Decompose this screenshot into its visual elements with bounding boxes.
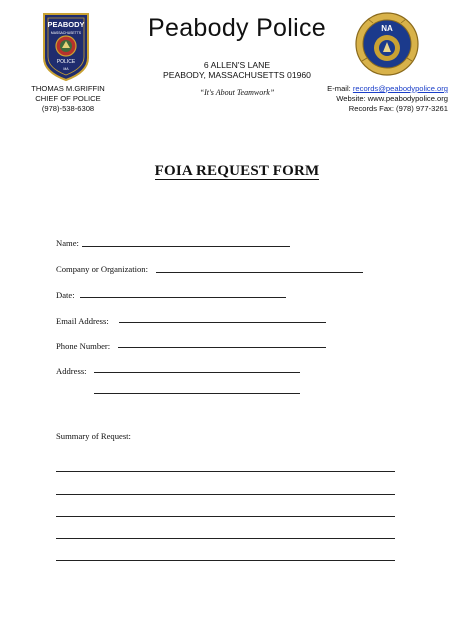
badge-ring-text: MASSACHUSETTS: [50, 31, 82, 35]
department-title: Peabody Police: [148, 14, 326, 42]
summary-line-1[interactable]: [56, 471, 395, 472]
chief-phone: (978)-538-6308: [41, 104, 95, 113]
street-address: 6 ALLEN'S LANE: [203, 60, 271, 70]
fax-line: Records Fax: (978) 977-3261: [348, 104, 448, 113]
company-label: Company or Organization:: [56, 264, 148, 274]
form-title: [0, 163, 474, 180]
city-address: PEABODY, MASSACHUSETTS 01960: [163, 70, 311, 80]
summary-line-3[interactable]: [56, 516, 395, 517]
address-field-line-2[interactable]: [94, 393, 300, 394]
website-line: Website: www.peabodypolice.org: [336, 94, 448, 103]
summary-line-4[interactable]: [56, 538, 395, 539]
address-field-line-1[interactable]: [94, 372, 300, 373]
motto: “It's About Teamwork”: [199, 88, 275, 97]
email-address-label: Email Address:: [56, 316, 109, 326]
chief-title: CHIEF OF POLICE: [35, 94, 101, 103]
phone-label: Phone Number:: [56, 341, 111, 351]
summary-line-5[interactable]: [56, 560, 395, 561]
form-title-text: FOIA REQUEST FORM: [154, 163, 320, 179]
name-field[interactable]: [82, 246, 290, 247]
chief-name: THOMAS M.GRIFFIN: [31, 84, 105, 93]
email-address-field[interactable]: [119, 322, 326, 323]
seal-top-text: NA: [381, 24, 393, 33]
summary-line-2[interactable]: [56, 494, 395, 495]
address-label: Address:: [56, 366, 87, 376]
company-field[interactable]: [156, 272, 363, 273]
badge-lower-text: POLICE: [56, 59, 76, 65]
email-label: E-mail:: [327, 84, 353, 93]
badge-bottom-text: MA: [63, 67, 69, 71]
summary-label: Summary of Request:: [56, 431, 131, 441]
name-label: Name:: [56, 238, 79, 248]
date-field[interactable]: [80, 297, 286, 298]
date-label: Date:: [56, 290, 75, 300]
phone-field[interactable]: [118, 347, 326, 348]
email-link[interactable]: records@peabodypolice.org: [352, 84, 448, 93]
email-line: [268, 84, 448, 94]
badge-top-text: PEABODY: [47, 20, 85, 29]
